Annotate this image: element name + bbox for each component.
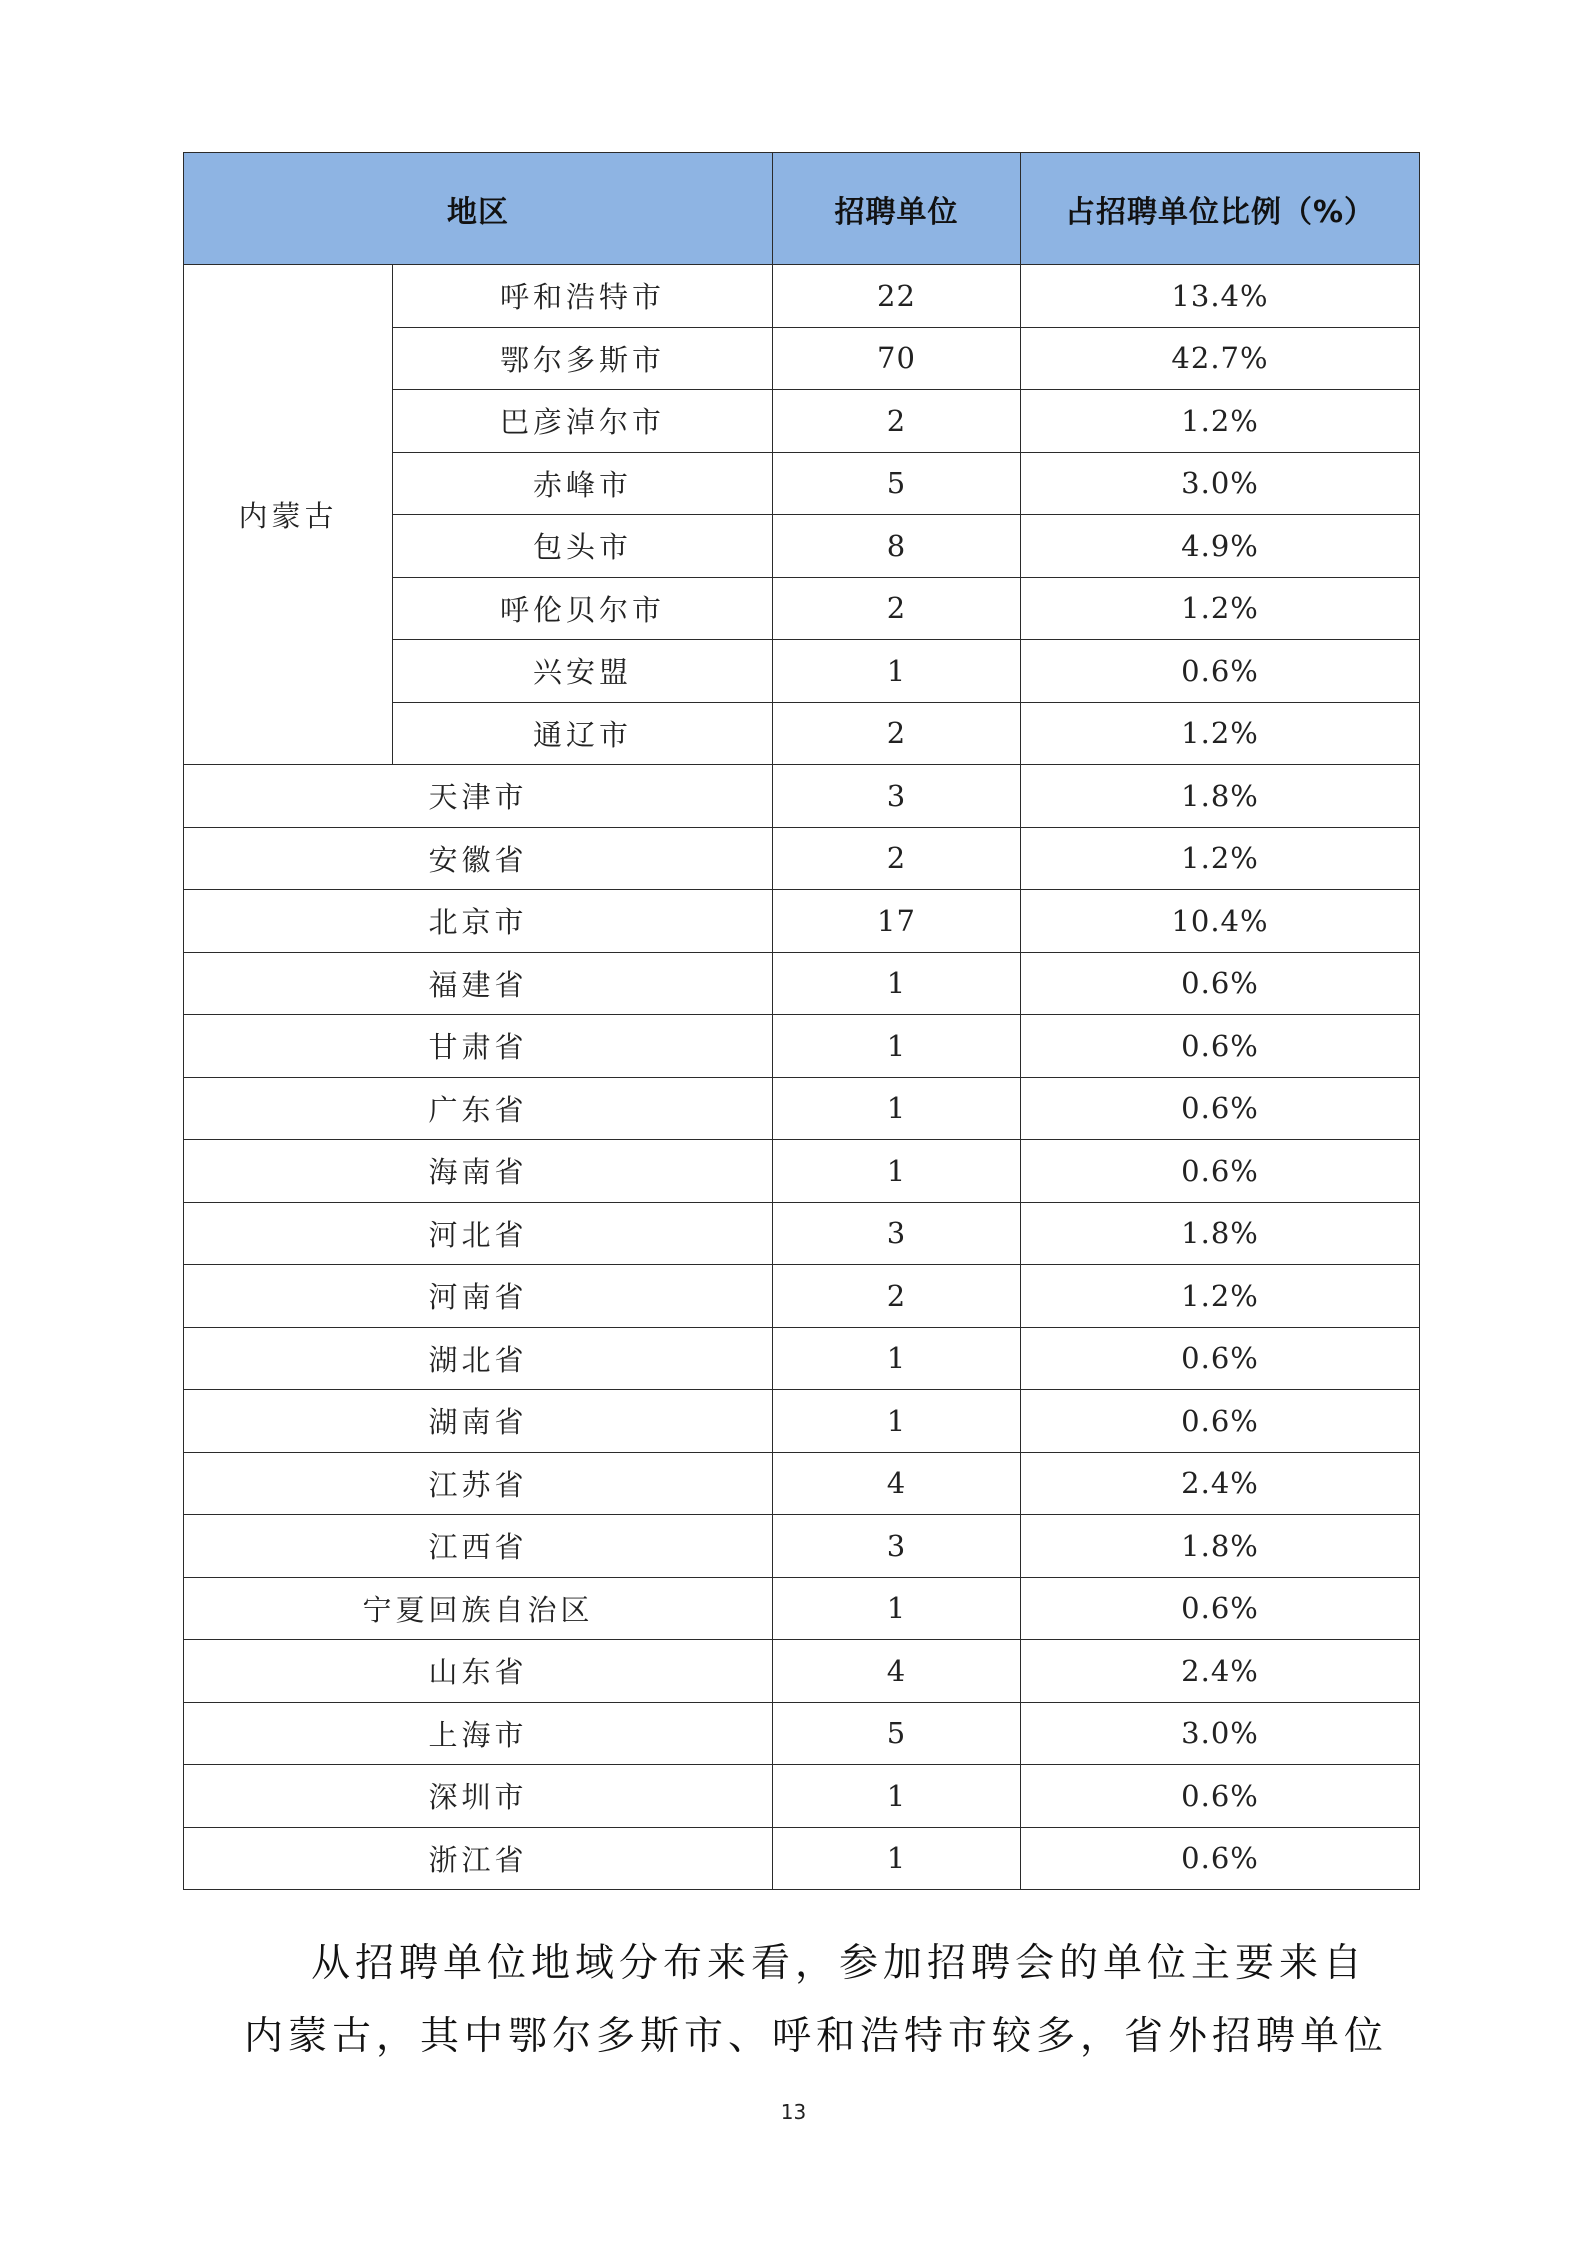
percentage-cell: 1.8% — [1021, 765, 1420, 828]
table-row — [184, 1452, 1420, 1515]
region-cell: 福建省 — [184, 952, 773, 1015]
city-cell: 呼和浩特市 — [393, 265, 773, 328]
count-cell: 70 — [773, 327, 1021, 390]
region-cell: 山东省 — [184, 1640, 773, 1703]
table-row — [184, 1827, 1420, 1890]
count-cell: 4 — [773, 1452, 1021, 1515]
percentage-cell: 1.2% — [1021, 577, 1420, 640]
count-cell: 1 — [773, 1015, 1021, 1078]
region-cell: 深圳市 — [184, 1765, 773, 1828]
table-row — [184, 1077, 1420, 1140]
count-cell: 22 — [773, 265, 1021, 328]
count-cell: 2 — [773, 390, 1021, 453]
count-cell: 17 — [773, 890, 1021, 953]
region-cell: 浙江省 — [184, 1827, 773, 1890]
region-cell: 湖北省 — [184, 1327, 773, 1390]
percentage-cell: 0.6% — [1021, 1765, 1420, 1828]
region-cell: 宁夏回族自治区 — [184, 1577, 773, 1640]
percentage-cell: 0.6% — [1021, 1577, 1420, 1640]
count-cell: 1 — [773, 1577, 1021, 1640]
table-row — [184, 265, 1420, 328]
percentage-cell: 2.4% — [1021, 1640, 1420, 1703]
table-row — [184, 1202, 1420, 1265]
table-row — [184, 1390, 1420, 1453]
region-cell: 江西省 — [184, 1515, 773, 1578]
region-cell: 海南省 — [184, 1140, 773, 1203]
percentage-cell: 10.4% — [1021, 890, 1420, 953]
count-cell: 1 — [773, 1765, 1021, 1828]
percentage-cell: 0.6% — [1021, 1077, 1420, 1140]
count-cell: 2 — [773, 577, 1021, 640]
table-row — [184, 1640, 1420, 1703]
table-row — [184, 1577, 1420, 1640]
count-cell: 1 — [773, 1390, 1021, 1453]
percentage-cell: 1.8% — [1021, 1202, 1420, 1265]
table-row — [184, 1702, 1420, 1765]
city-cell: 鄂尔多斯市 — [393, 327, 773, 390]
count-cell: 3 — [773, 1515, 1021, 1578]
count-cell: 1 — [773, 1827, 1021, 1890]
count-cell: 4 — [773, 1640, 1021, 1703]
count-cell: 2 — [773, 827, 1021, 890]
percentage-cell: 1.2% — [1021, 1265, 1420, 1328]
paragraph-line-1: 从招聘单位地域分布来看，参加招聘会的单位主要来自 — [311, 1941, 1368, 1986]
percentage-cell: 3.0% — [1021, 452, 1420, 515]
city-cell: 通辽市 — [393, 702, 773, 765]
count-cell: 3 — [773, 1202, 1021, 1265]
percentage-cell: 2.4% — [1021, 1452, 1420, 1515]
percentage-cell: 0.6% — [1021, 1140, 1420, 1203]
paragraph-line-2: 内蒙古，其中鄂尔多斯市、呼和浩特市较多，省外招聘单位 — [244, 2014, 1389, 2059]
percentage-cell: 0.6% — [1021, 1390, 1420, 1453]
table-row — [184, 765, 1420, 828]
page-number: 13 — [780, 2100, 807, 2124]
region-cell: 江苏省 — [184, 1452, 773, 1515]
city-cell: 兴安盟 — [393, 640, 773, 703]
header-percentage: 占招聘单位比例（%） — [1021, 153, 1420, 265]
percentage-cell: 0.6% — [1021, 640, 1420, 703]
count-cell: 2 — [773, 1265, 1021, 1328]
region-cell: 河南省 — [184, 1265, 773, 1328]
table-row — [184, 1765, 1420, 1828]
count-cell: 1 — [773, 1140, 1021, 1203]
table-row — [184, 827, 1420, 890]
group-label-cell: 内蒙古 — [184, 265, 393, 765]
percentage-cell: 0.6% — [1021, 952, 1420, 1015]
percentage-cell: 0.6% — [1021, 1015, 1420, 1078]
percentage-cell: 13.4% — [1021, 265, 1420, 328]
region-cell: 甘肃省 — [184, 1015, 773, 1078]
count-cell: 8 — [773, 515, 1021, 578]
region-cell: 湖南省 — [184, 1390, 773, 1453]
table-row — [184, 1265, 1420, 1328]
recruitment-region-table — [183, 152, 1420, 1890]
city-cell: 赤峰市 — [393, 452, 773, 515]
region-cell: 天津市 — [184, 765, 773, 828]
count-cell: 1 — [773, 1077, 1021, 1140]
table-row — [184, 1015, 1420, 1078]
percentage-cell: 0.6% — [1021, 1827, 1420, 1890]
count-cell: 1 — [773, 640, 1021, 703]
percentage-cell: 0.6% — [1021, 1327, 1420, 1390]
region-cell: 安徽省 — [184, 827, 773, 890]
city-cell: 包头市 — [393, 515, 773, 578]
percentage-cell: 1.8% — [1021, 1515, 1420, 1578]
region-cell: 北京市 — [184, 890, 773, 953]
count-cell: 1 — [773, 952, 1021, 1015]
header-region: 地区 — [184, 153, 773, 265]
header-count: 招聘单位 — [773, 153, 1021, 265]
city-cell: 呼伦贝尔市 — [393, 577, 773, 640]
table-row — [184, 1140, 1420, 1203]
region-cell: 广东省 — [184, 1077, 773, 1140]
region-cell: 河北省 — [184, 1202, 773, 1265]
percentage-cell: 1.2% — [1021, 390, 1420, 453]
region-cell: 上海市 — [184, 1702, 773, 1765]
table-header-row — [184, 153, 1420, 265]
count-cell: 5 — [773, 452, 1021, 515]
count-cell: 3 — [773, 765, 1021, 828]
table-row — [184, 952, 1420, 1015]
count-cell: 2 — [773, 702, 1021, 765]
table-row — [184, 890, 1420, 953]
percentage-cell: 3.0% — [1021, 1702, 1420, 1765]
table-row — [184, 1515, 1420, 1578]
city-cell: 巴彦淖尔市 — [393, 390, 773, 453]
percentage-cell: 4.9% — [1021, 515, 1420, 578]
percentage-cell: 1.2% — [1021, 702, 1420, 765]
table-row — [184, 1327, 1420, 1390]
percentage-cell: 1.2% — [1021, 827, 1420, 890]
count-cell: 1 — [773, 1327, 1021, 1390]
percentage-cell: 42.7% — [1021, 327, 1420, 390]
count-cell: 5 — [773, 1702, 1021, 1765]
